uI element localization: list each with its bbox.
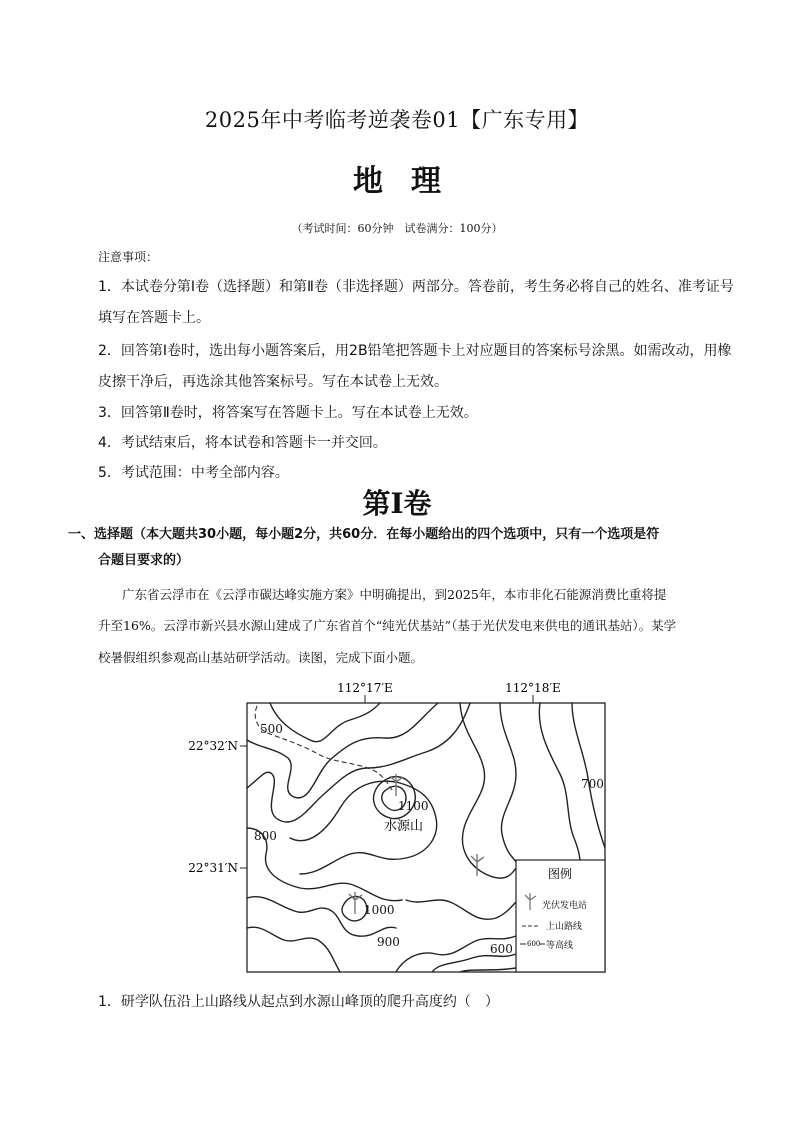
notice-item: 1．本试卷分第Ⅰ卷（选择题）和第Ⅱ卷（非选择题）两部分。答卷前，考生务必将自己的姓名、准考证号 bbox=[98, 279, 734, 295]
notice-item: 4．考试结束后，将本试卷和答题卡一并交回。 bbox=[98, 435, 387, 451]
contour-label: 600 bbox=[490, 942, 513, 956]
passage-line: 广东省云浮市在《云浮市碳达峰实施方案》中明确提出，到2025年，本市非化石能源消费比重将提 bbox=[122, 587, 667, 602]
lon-label: 112°17′E bbox=[337, 681, 393, 695]
passage-line: 升至16%。云浮市新兴县水源山建成了广东省首个“纯光伏基站”（基于光伏发电来供电的通讯基站）。某学 bbox=[98, 618, 677, 633]
notice-item: 皮擦干净后，再选涂其他答案标号。写在本试卷上无效。 bbox=[98, 374, 448, 390]
contour-label: 700 bbox=[581, 777, 604, 791]
contour-label: 1100 bbox=[398, 799, 429, 813]
lat-label: 22°31′N bbox=[188, 861, 238, 875]
legend-item: 光伏发电站 bbox=[542, 901, 588, 911]
contour-label: 800 bbox=[254, 829, 277, 843]
map-legend bbox=[516, 860, 605, 972]
contour-label: 500 bbox=[260, 722, 283, 736]
volume-title: 第Ⅰ卷 bbox=[362, 487, 432, 520]
lat-label: 22°32′N bbox=[188, 739, 238, 753]
legend-item: 等高线 bbox=[546, 941, 574, 951]
notice-title: 注意事项： bbox=[98, 250, 159, 264]
contour-label: 1000 bbox=[364, 903, 395, 917]
question-1: 1．研学队伍沿上山路线从起点到水源山峰顶的爬升高度约（ ） bbox=[98, 994, 499, 1010]
section-heading: 一、选择题（本大题共30小题，每小题2分，共60分．在每小题给出的四个选项中，只有一个选项是符 bbox=[68, 527, 660, 542]
page-title: 2025年中考临考逆袭卷01【广东专用】 bbox=[204, 108, 590, 132]
legend-contour-value: 600 bbox=[527, 940, 541, 948]
notice-item: 5．考试范围：中考全部内容。 bbox=[98, 465, 289, 481]
notice-item: 2．回答第Ⅰ卷时，选出每小题答案后，用2B铅笔把答题卡上对应题目的答案标号涂黑。如需改动，用橡 bbox=[98, 343, 732, 359]
section-heading-cont: 合题目要求的） bbox=[98, 553, 190, 568]
peak-name: 水源山 bbox=[384, 819, 424, 834]
legend-item: 上山路线 bbox=[546, 922, 583, 932]
contour-label: 900 bbox=[377, 935, 400, 949]
lon-label: 112°18′E bbox=[505, 681, 561, 695]
notice-item: 3．回答第Ⅱ卷时，将答案写在答题卡上。写在本试卷上无效。 bbox=[98, 405, 478, 421]
contour-map bbox=[188, 678, 620, 978]
exam-info: （考试时间：60分钟 试卷满分：100分） bbox=[291, 222, 503, 235]
legend-title: 图例 bbox=[547, 867, 573, 881]
notice-item: 填写在答题卡上。 bbox=[98, 310, 210, 326]
passage-line: 校暑假组织参观高山基站研学活动。读图，完成下面小题。 bbox=[98, 650, 424, 665]
subject-title: 地理 bbox=[353, 164, 469, 199]
